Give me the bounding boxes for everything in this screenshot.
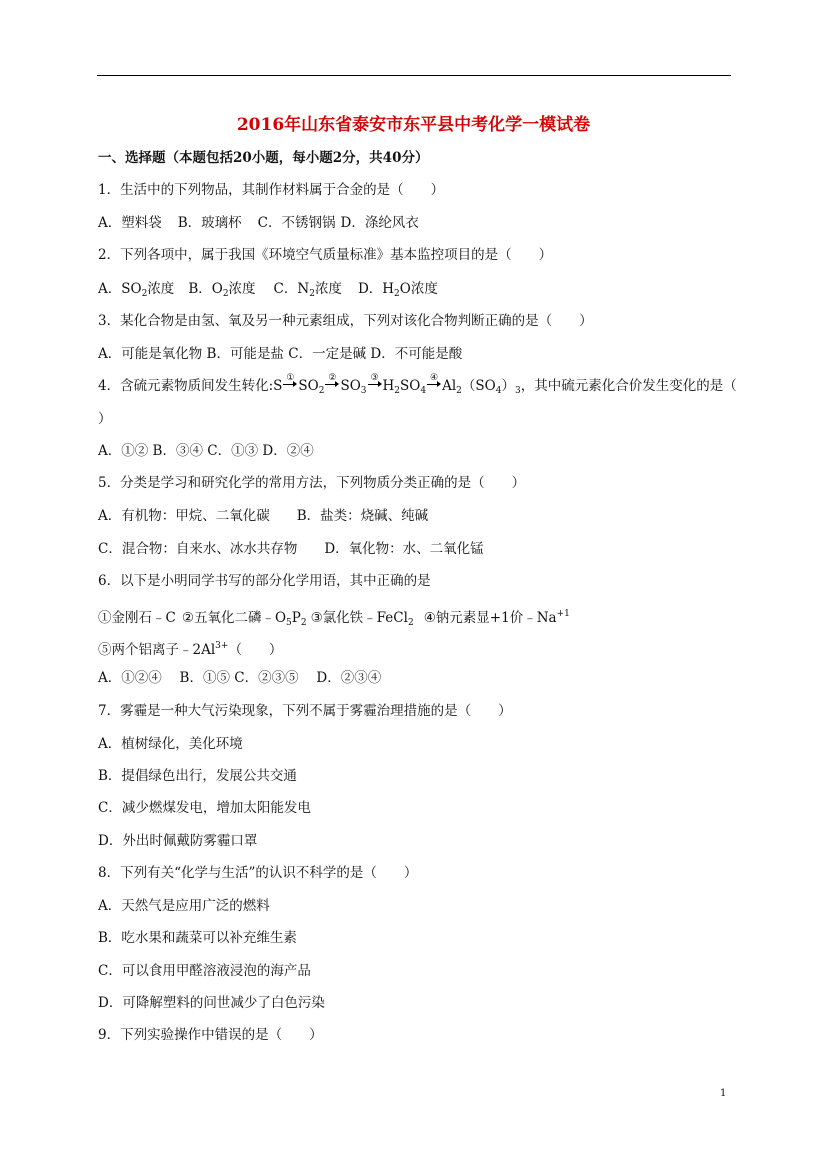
formula-h2so4: $H_2SO_4$ [382,378,427,396]
item-3: ③氯化铁﹣FeCl$_2$ [310,610,414,628]
question-4-stem-cont: ） [98,411,112,427]
arrow-1: ① [283,379,297,389]
question-8-option-a: A．天然气是应用广泛的燃料 [98,898,270,914]
option-c: C．$N_2$浓度 [273,281,342,299]
question-6-stem: 6．以下是小明同学书写的部分化学用语，其中正确的是 [98,573,431,589]
formula-al2so43: $Al_2(SO_4)_3$ [442,378,521,396]
question-6-items [98,604,731,633]
question-7-stem: 7．雾霾是一种大气污染现象，下列不属于雾霾治理措施的是（ ） [98,703,512,719]
arrow-3: ③ [368,379,382,389]
option-b: B．$O_2$浓度 [188,281,256,299]
header-rule [97,75,731,76]
question-5-options-cd: C．混合物：自来水、冰水共存物 D．氧化物：水、二氧化锰 [98,541,484,557]
question-7-option-a: A．植树绿化，美化环境 [98,736,243,752]
question-2-stem: 2．下列各项中，属于我国《环境空气质量标准》基本监控项目的是（ ） [98,247,553,263]
option-a: A．塑料袋 [98,215,162,231]
question-8-stem: 8．下列有关“化学与生活”的认识不科学的是（ ） [98,865,418,881]
question-7-option-c: C．减少燃煤发电，增加太阳能发电 [98,800,311,816]
option-b: B．玻璃杯 [177,215,242,231]
formula-so3: $SO_3$ [340,378,367,396]
item-1: ①金刚石﹣C [98,610,176,626]
question-3-options: A．可能是氧化物 B．可能是盐 C．一定是碱 D．不可能是酸 [98,346,463,362]
page-title: 2016年山东省泰安市东平县中考化学一模试卷 [236,115,591,135]
item-4: ④钠元素显+1价$﹣Na^{+1}$ [423,609,570,626]
question-5-stem: 5．分类是学习和研究化学的常用方法，下列物质分类正确的是（ ） [98,475,526,491]
formula-s: S [273,378,283,394]
section-heading: 一、选择题（本题包括20小题，每小题2分，共40分） [98,150,429,166]
question-8-option-d: D．可降解塑料的问世减少了白色污染 [98,995,325,1011]
arrow-2: ② [325,379,339,389]
page-number: 1 [720,1088,727,1099]
arrow-4: ④ [427,379,441,389]
question-7-option-d: D．外出时佩戴防雾霾口罩 [98,833,258,849]
question-4-stem: 4．含硫元素物质间发生转化:S ① $SO_2$ ② $SO_3$ ③ $H_2SO_4$ ④ $Al_2(SO_4)_3$，其中硫元素化合价发生变化的是（ [98,373,737,396]
question-6-options: A．①②④ B．①⑤ C．②③⑤ D．②③④ [98,670,382,686]
question-9-stem: 9．下列实验操作中错误的是（ ） [98,1027,323,1043]
question-3-stem: 3．某化合物是由氢、氧及另一种元素组成，下列对该化合物判断正确的是（ ） [98,313,593,329]
option-c: C．不锈钢锅 [257,215,336,231]
question-1-stem: 1．生活中的下列物品，其制作材料属于合金的是（ ） [98,182,445,198]
formula-so2: $SO_2$ [298,378,325,396]
option-d: D．$H_2O$浓度 [357,281,438,299]
question-7-option-b: B．提倡绿色出行，发展公共交通 [98,768,297,784]
question-1-options [98,213,731,233]
option-d: D．涤纶风衣 [340,215,419,231]
question-8-option-c: C．可以食用甲醛溶液浸泡的海产品 [98,963,311,979]
question-8-option-b: B．吃水果和蔬菜可以补充维生素 [98,930,297,946]
question-2-options [98,279,731,304]
question-4-options: A．①② B．③④ C．①③ D．②④ [98,443,314,459]
option-a: A．$SO_2$浓度 [98,281,175,299]
question-5-options-ab: A．有机物：甲烷、二氧化碳 B．盐类：烧碱、纯碱 [98,508,429,524]
item-2: ②五氧化二磷$﹣O_5P_2$ [181,610,307,628]
question-6-item-5: ⑤两个铝离子$﹣2Al^{3+}$（ ） [98,641,283,658]
